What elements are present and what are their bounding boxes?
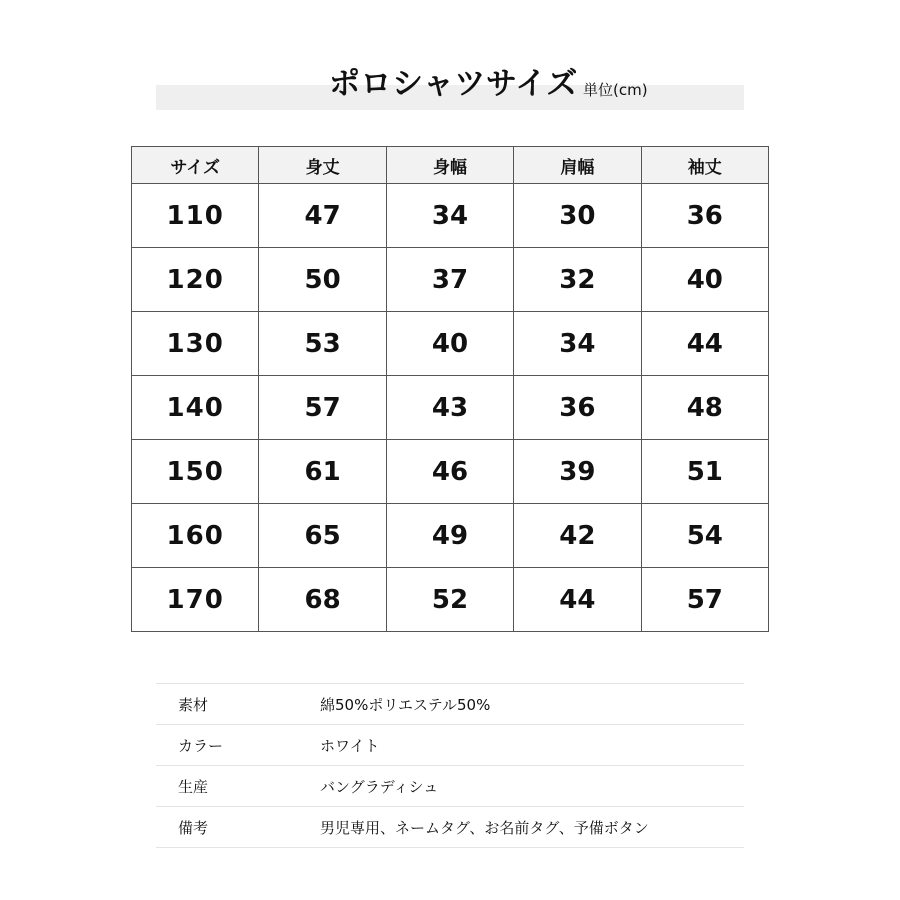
table-cell: 61 <box>259 440 386 504</box>
table-header-row <box>132 147 769 184</box>
table-cell: 57 <box>259 376 386 440</box>
table-cell: 36 <box>514 376 641 440</box>
table-cell: 68 <box>259 568 386 632</box>
table-cell-size: 150 <box>132 440 259 504</box>
table-cell: 44 <box>641 312 768 376</box>
table-cell: 49 <box>386 504 513 568</box>
table-cell: 39 <box>514 440 641 504</box>
header-size: サイズ <box>132 147 259 184</box>
table-row <box>132 248 769 312</box>
table-row <box>132 312 769 376</box>
table-cell-size: 160 <box>132 504 259 568</box>
table-row <box>132 504 769 568</box>
table-cell: 57 <box>641 568 768 632</box>
table-row <box>132 376 769 440</box>
table-cell: 40 <box>641 248 768 312</box>
table-cell: 42 <box>514 504 641 568</box>
info-row-notes <box>156 806 744 848</box>
table-cell-size: 140 <box>132 376 259 440</box>
product-info-list <box>156 683 744 848</box>
info-row-color <box>156 724 744 765</box>
table-cell-size: 130 <box>132 312 259 376</box>
table-row <box>132 440 769 504</box>
table-cell: 54 <box>641 504 768 568</box>
table-cell: 53 <box>259 312 386 376</box>
info-label: カラー <box>178 736 224 755</box>
table-cell: 37 <box>386 248 513 312</box>
table-cell: 36 <box>641 184 768 248</box>
table-cell: 47 <box>259 184 386 248</box>
table-cell: 46 <box>386 440 513 504</box>
unit-label: 単位(cm) <box>583 81 648 99</box>
page-title: ポロシャツサイズ <box>329 66 578 102</box>
info-row-origin <box>156 765 744 806</box>
info-value: バングラディシュ <box>320 777 439 796</box>
table-cell: 44 <box>514 568 641 632</box>
header-length: 身丈 <box>259 147 386 184</box>
table-cell: 43 <box>386 376 513 440</box>
table-row <box>132 184 769 248</box>
table-cell: 50 <box>259 248 386 312</box>
table-cell: 65 <box>259 504 386 568</box>
header-width: 身幅 <box>386 147 513 184</box>
info-value: ホワイト <box>320 736 380 755</box>
table-cell: 51 <box>641 440 768 504</box>
table-cell-size: 110 <box>132 184 259 248</box>
table-cell: 48 <box>641 376 768 440</box>
info-value: 綿50%ポリエステル50% <box>320 695 491 714</box>
info-value: 男児専用、ネームタグ、お名前タグ、予備ボタン <box>320 818 649 837</box>
info-row-material <box>156 683 744 724</box>
table-cell: 34 <box>514 312 641 376</box>
table-cell: 32 <box>514 248 641 312</box>
table-cell: 52 <box>386 568 513 632</box>
info-label: 備考 <box>178 818 209 837</box>
info-label: 素材 <box>178 695 209 714</box>
header-shoulder: 肩幅 <box>514 147 641 184</box>
header-sleeve: 袖丈 <box>641 147 768 184</box>
table-cell: 34 <box>386 184 513 248</box>
table-row <box>132 568 769 632</box>
table-cell-size: 170 <box>132 568 259 632</box>
table-cell-size: 120 <box>132 248 259 312</box>
info-label: 生産 <box>178 777 209 796</box>
table-cell: 40 <box>386 312 513 376</box>
size-table <box>131 146 769 632</box>
table-cell: 30 <box>514 184 641 248</box>
